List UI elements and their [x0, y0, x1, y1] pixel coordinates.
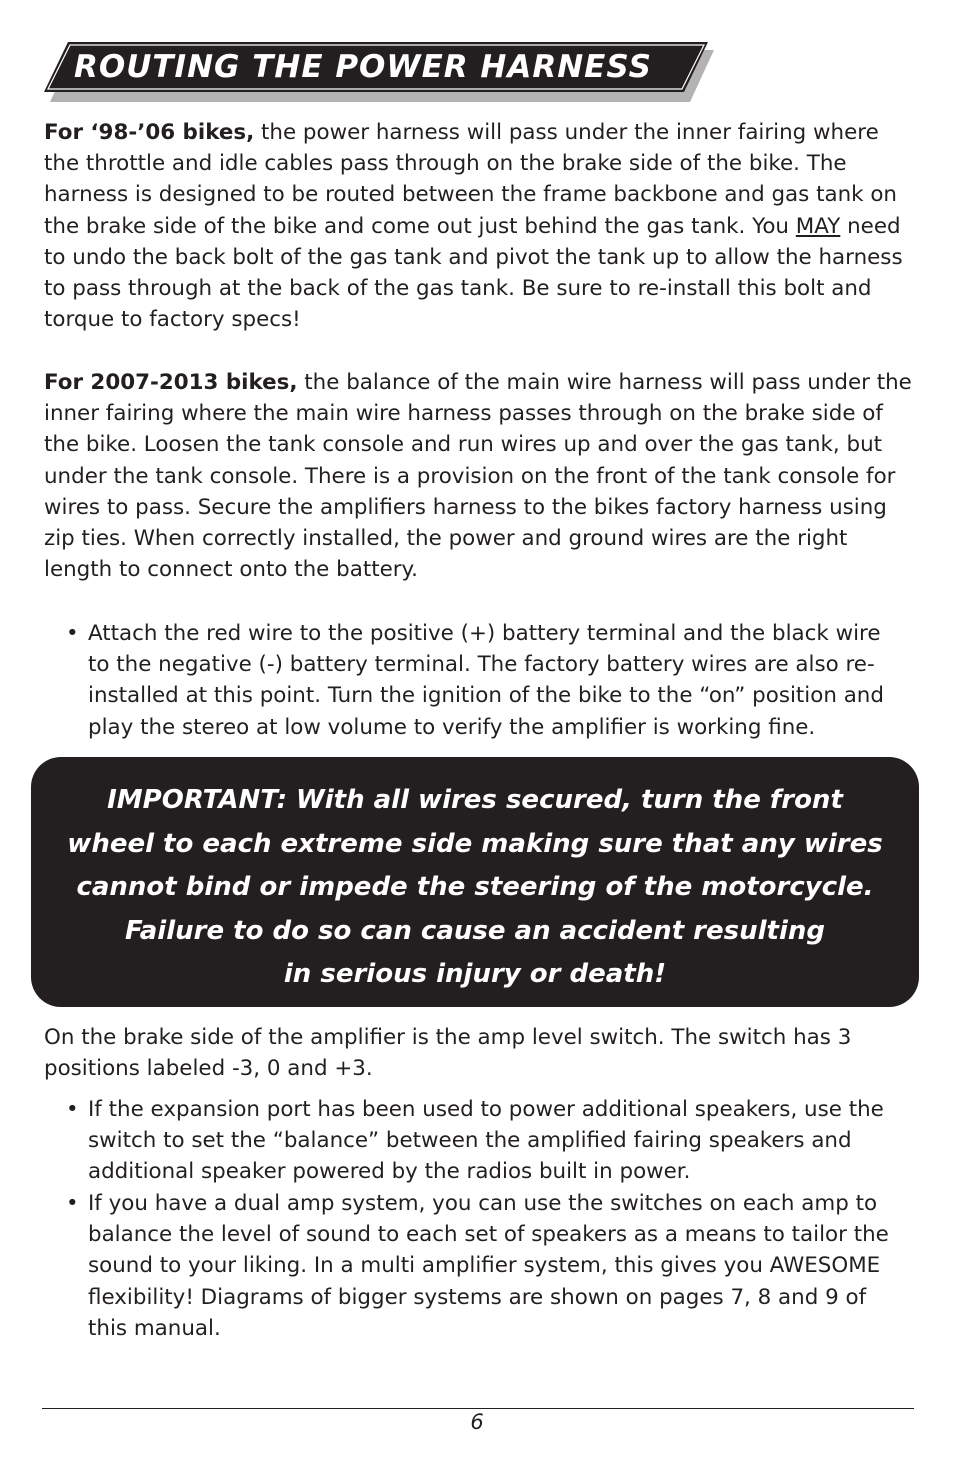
paragraph-98-06	[44, 117, 914, 335]
warning-line: in serious injury or death!	[283, 959, 667, 989]
may-emphasis: MAY	[795, 213, 841, 239]
important-warning-box	[31, 757, 919, 1007]
expansion-port-bullet-text: If the expansion port has been used to power additional speakers, use the switch to set the “balance” between the amplified fairing speakers and additional speaker powered by the radios built in power.	[88, 1097, 884, 1185]
dual-amp-bullet	[66, 1188, 906, 1344]
warning-line: Failure to do so can cause an accident resulting	[124, 915, 825, 946]
warning-line: IMPORTANT: With all wires secured, turn the front	[107, 785, 843, 815]
amp-switch-paragraph: On the brake side of the amplifier is the amp level switch. The switch has 3 positions labeled -3, 0 and +3.	[44, 1025, 852, 1082]
bullet-dot: •	[66, 1191, 79, 1216]
page-number: 6	[470, 1410, 484, 1434]
warning-line: wheel to each extreme side making sure that any wires	[67, 828, 883, 859]
footer-rule	[42, 1408, 914, 1409]
paragraph-98-06-text-end: need to undo the back bolt of the gas tank and pivot the tank up to allow the harness to pass through at the back of the gas tank. Be sure to re-install this bolt and torque to factory specs!	[44, 213, 903, 333]
paragraph-98-06-lead: For ‘98-’06 bikes,	[44, 120, 255, 145]
page-title: ROUTING THE POWER HARNESS	[74, 49, 652, 85]
warning-line: cannot bind or impede the steering of the motorcycle.	[76, 872, 874, 902]
paragraph-2007-2013	[44, 367, 914, 585]
paragraph-2007-2013-lead: For 2007-2013 bikes,	[44, 370, 298, 395]
section-banner	[42, 40, 722, 104]
expansion-port-bullet	[66, 1094, 906, 1188]
battery-bullet	[66, 618, 906, 743]
dual-amp-bullet-text: If you have a dual amp system, you can use the switches on each amp to balance the level of sound to each set of speakers as a means to tailor the sound to your liking. In a multi amplifier system, this gives you AWESOME flexibility! Diagrams of bigger systems are shown on pages 7, 8 and 9 of this manual.	[88, 1191, 889, 1341]
battery-bullet-text: Attach the red wire to the positive (+) battery terminal and the black wire to the negative (-) battery terminal. The factory battery wires are also re-installed at this point. Turn the ignition of the bike to the “on” position and play the stereo at low volume to verify the amplifier is working fine.	[88, 621, 884, 740]
paragraph-98-06-text: the power harness will pass under the inner fairing where the throttle and idle cables pass through on the brake side of the bike. The harness is designed to be routed between the frame backbone and gas tank on the brake side of the bike and come out just behind the gas tank. You	[44, 120, 897, 239]
bullet-dot: •	[66, 1097, 79, 1122]
paragraph-2007-2013-text: the balance of the main wire harness will pass under the inner fairing where the main wire harness passes through on the brake side of the bike. Loosen the tank console and run wires up and over the gas tank, but under the tank console. There is a provision on the front of the tank console for wires to pass. Secure the amplifiers harness to the bikes factory harness using zip ties. When correctly installed, the power and ground wires are the right length to connect onto the battery.	[44, 370, 912, 583]
warning-text	[31, 779, 919, 997]
bullet-dot: •	[66, 621, 79, 646]
